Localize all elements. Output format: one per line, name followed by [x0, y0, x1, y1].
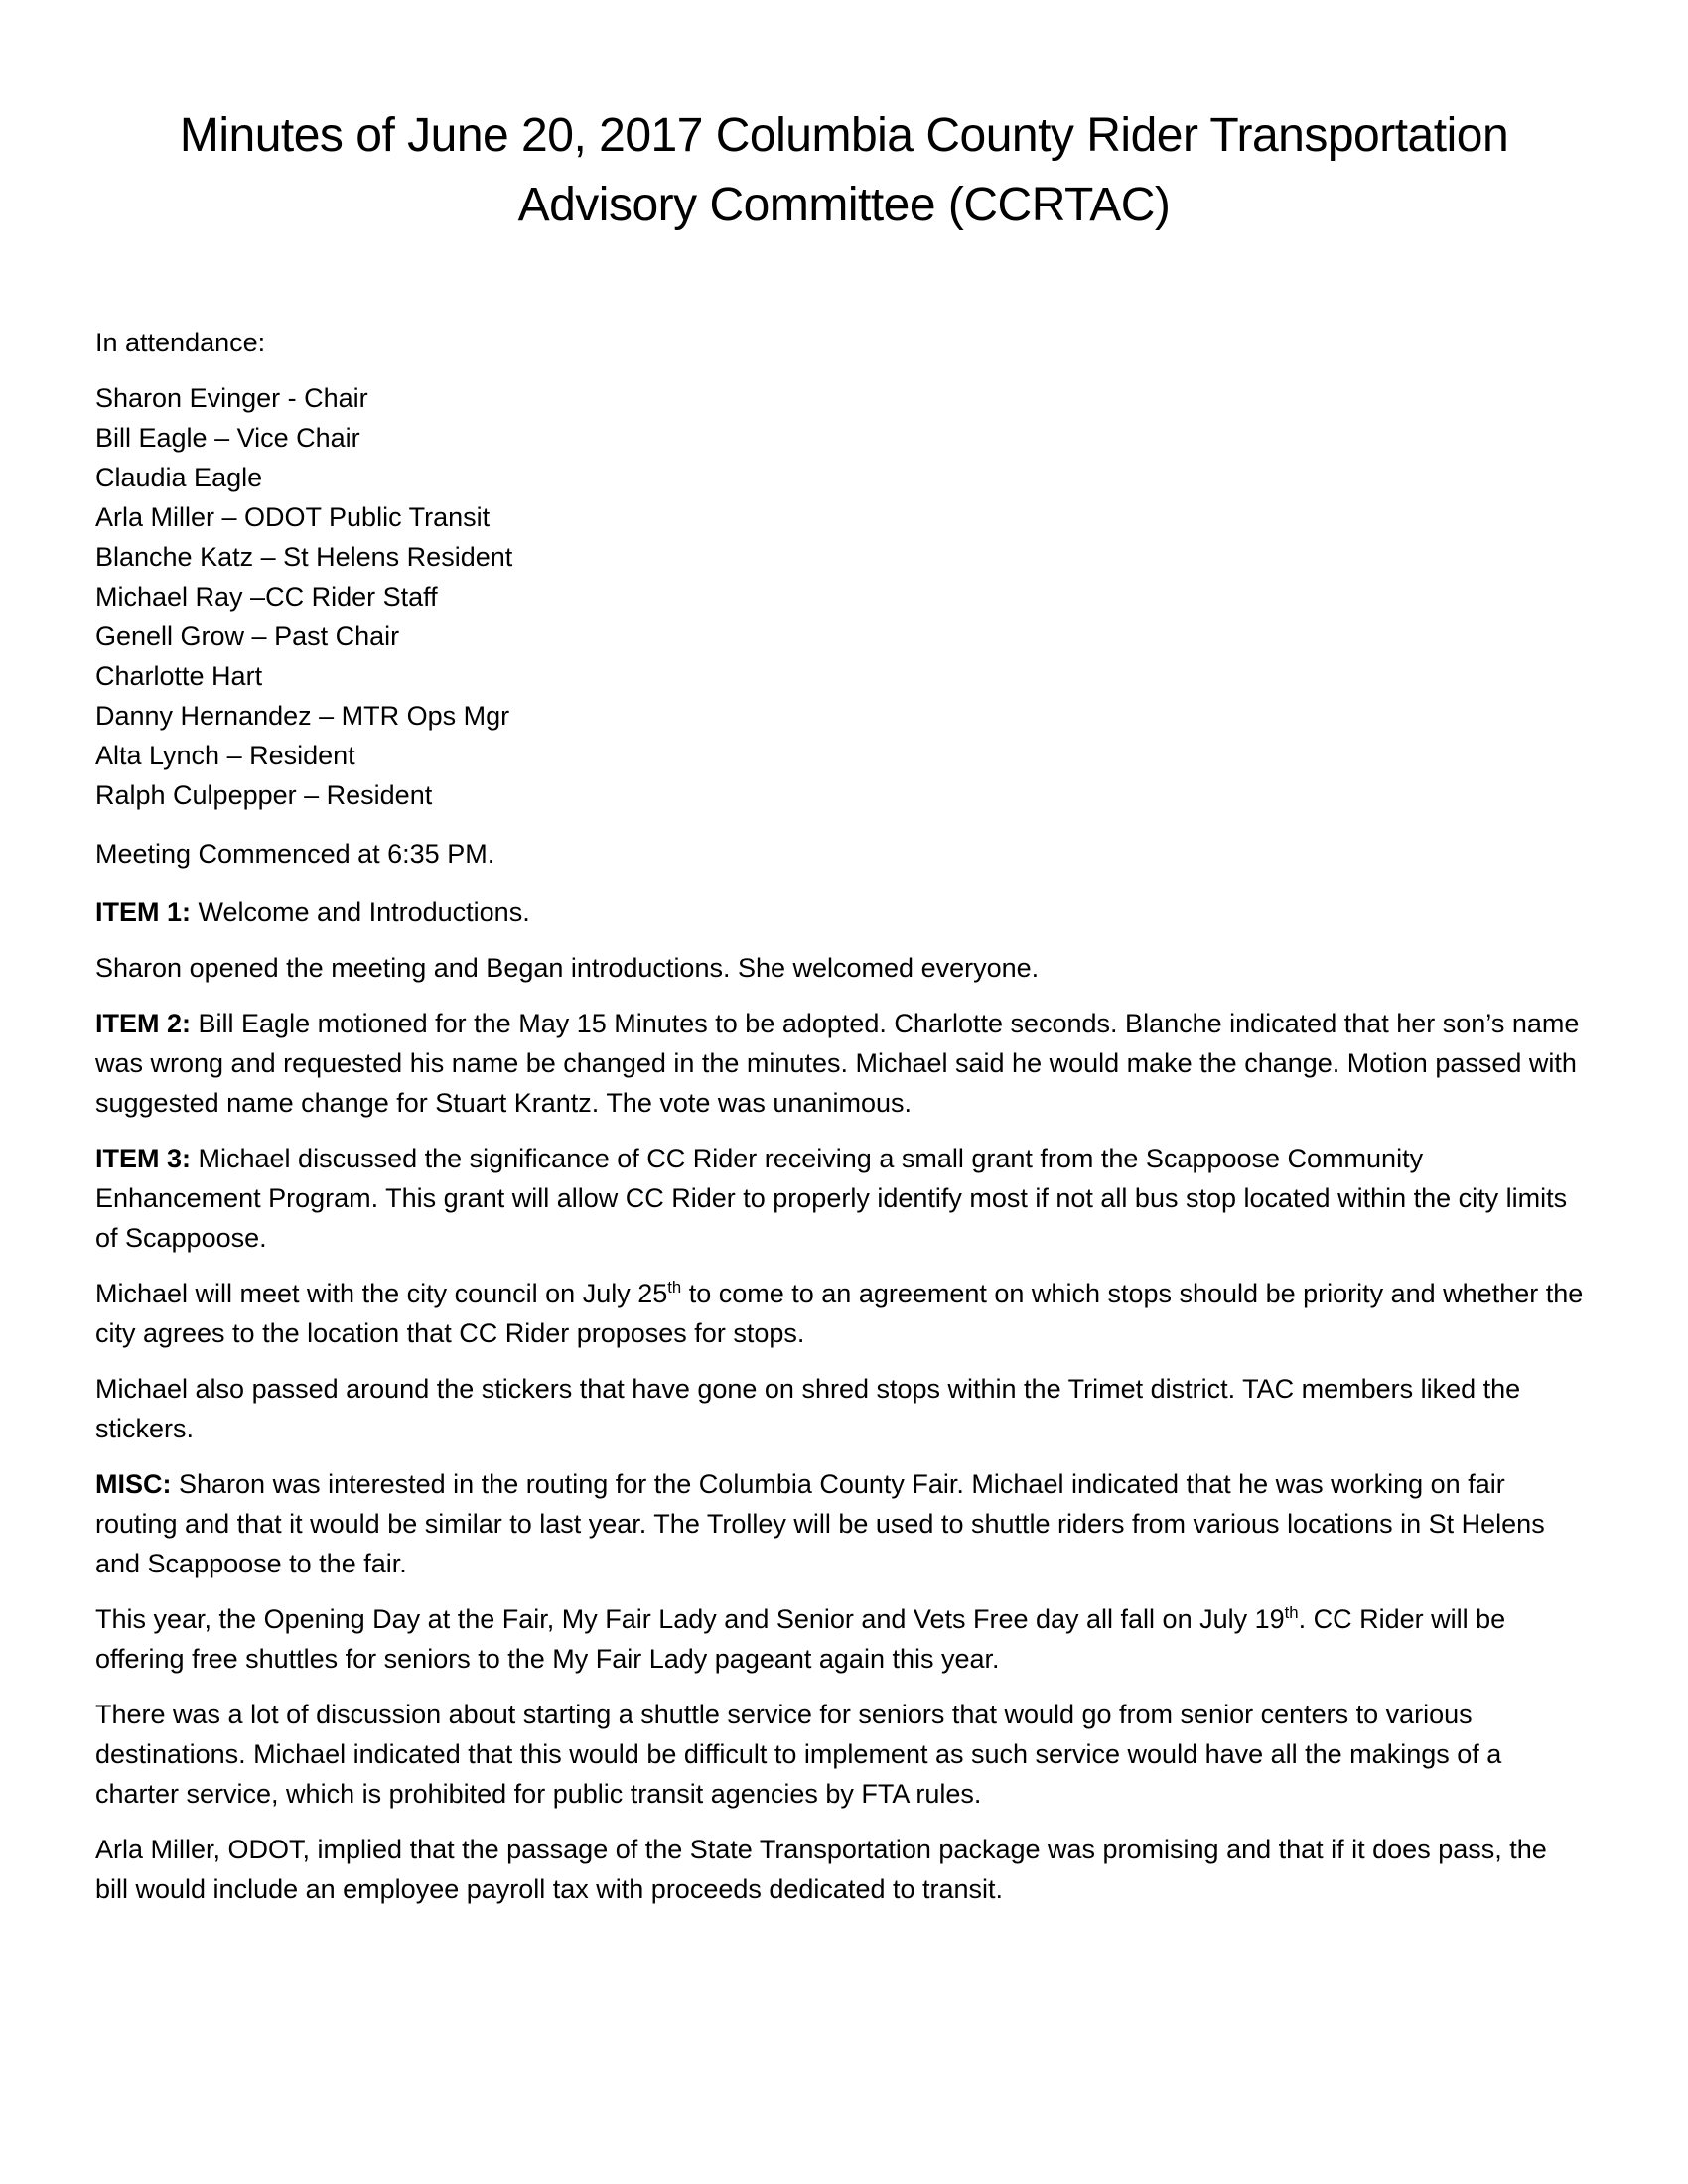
attendee-line: Blanche Katz – St Helens Resident — [95, 542, 513, 572]
attendee-line: Sharon Evinger - Chair — [95, 383, 368, 413]
attendee-line: Arla Miller – ODOT Public Transit — [95, 502, 491, 532]
attendee-line: Claudia Eagle — [95, 463, 263, 492]
item-2-text: Bill Eagle motioned for the May 15 Minutes to be adopted. Charlotte seconds. Blanche indicated that her son’s name was wrong and requested his name be changed in the minutes. Michael said he would make the change. Motion passed with suggested name change for Stuart Krantz. The vote was unanimous. — [95, 1009, 1580, 1118]
page-title-line-2: Advisory Committee (CCRTAC) — [517, 179, 1171, 231]
page-title — [95, 101, 1593, 240]
page-title-line-1: Minutes of June 20, 2017 Columbia County Rider Transportation — [179, 109, 1509, 162]
attendee-line: Genell Grow – Past Chair — [95, 621, 400, 651]
item-2 — [95, 1004, 1585, 1123]
misc — [95, 1464, 1585, 1583]
council-text-after: to come to an agreement on which stops should be priority and whether the city agrees to the location that CC Rider proposes for stops. — [95, 1279, 1584, 1348]
council-text-before: Michael will meet with the city council on July 25 — [95, 1279, 668, 1308]
misc-odot-paragraph: Arla Miller, ODOT, implied that the passage of the State Transportation package was promising and that if it does pass, the bill would include an employee payroll tax with proceeds dedicated to transit. — [95, 1835, 1547, 1904]
misc-fair-day-paragraph — [95, 1599, 1585, 1679]
attendee-line: Charlotte Hart — [95, 661, 263, 691]
item-2-label: ITEM 2: — [95, 1009, 192, 1038]
attendee-line: Bill Eagle – Vice Chair — [95, 423, 360, 453]
ordinal-superscript: th — [1284, 1603, 1299, 1622]
meeting-commenced: Meeting Commenced at 6:35 PM. — [95, 839, 495, 869]
document-body — [95, 323, 1585, 1909]
misc-text: Sharon was interested in the routing for the Columbia County Fair. Michael indicated that he was working on fair routing and that it would be similar to last year. The Trolley will be used to shuttle riders from various locations in St Helens and Scappoose to the fair. — [95, 1469, 1545, 1578]
item-3-label: ITEM 3: — [95, 1144, 192, 1173]
attendee-list — [95, 378, 1585, 815]
misc-shuttle-paragraph: There was a lot of discussion about starting a shuttle service for seniors that would go from senior centers to various destinations. Michael indicated that this would be difficult to implement as such service would have all the makings of a charter service, which is prohibited for public transit agencies by FTA rules. — [95, 1700, 1502, 1809]
attendee-line: Michael Ray –CC Rider Staff — [95, 582, 438, 612]
fair-day-text-before: This year, the Opening Day at the Fair, My Fair Lady and Senior and Vets Free day all fall on July 19 — [95, 1604, 1285, 1634]
item-1-followup: Sharon opened the meeting and Began introductions. She welcomed everyone. — [95, 953, 1040, 983]
ordinal-superscript: th — [667, 1278, 682, 1297]
item-3-council-paragraph — [95, 1274, 1585, 1353]
fair-day-text-after: . CC Rider will be offering free shuttles for seniors to the My Fair Lady pageant again this year. — [95, 1604, 1506, 1674]
item-1-text: Welcome and Introductions. — [191, 897, 530, 927]
attendee-line: Ralph Culpepper – Resident — [95, 780, 433, 810]
attendee-line: Danny Hernandez – MTR Ops Mgr — [95, 701, 510, 731]
item-3-text: Michael discussed the significance of CC Rider receiving a small grant from the Scappoose Community Enhancement Program. This grant will allow CC Rider to properly identify most if not all bus stop located within the city limits of Scappoose. — [95, 1144, 1568, 1253]
item-3-stickers-paragraph: Michael also passed around the stickers that have gone on shred stops within the Trimet district. TAC members liked the stickers. — [95, 1374, 1521, 1443]
item-1 — [95, 892, 1585, 932]
item-1-label: ITEM 1: — [95, 897, 192, 927]
attendee-line: Alta Lynch – Resident — [95, 741, 355, 770]
attendance-heading: In attendance: — [95, 328, 266, 357]
misc-label: MISC: — [95, 1469, 172, 1499]
item-3 — [95, 1139, 1585, 1258]
